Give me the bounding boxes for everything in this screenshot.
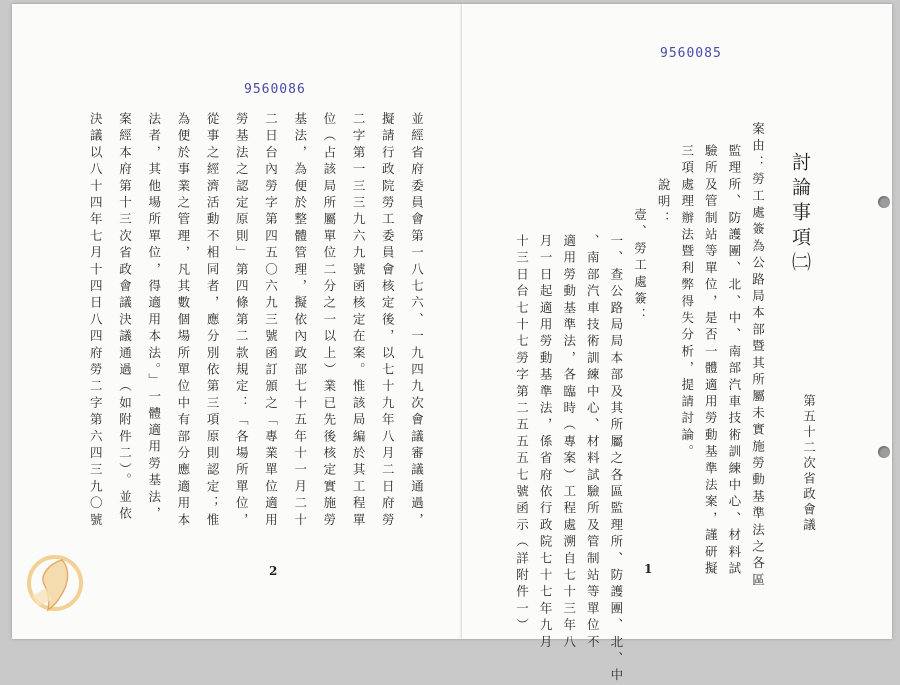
left-page-line: 基法，為便於整體管理，擬依內政部七十五年十一月二十	[292, 112, 308, 530]
right-page-line: 監理所、防護團、北、中、南部汽車技術訓練中心、材料試	[726, 144, 742, 579]
page-number-left: 2	[269, 564, 278, 578]
left-page	[12, 4, 462, 639]
right-page-line: 驗所及管制站等單位，是否一體適用勞動基準法案，謹研擬	[703, 144, 719, 579]
doc-number-left: 9560086	[244, 82, 306, 97]
section-title: 討論事項㈡	[789, 152, 811, 277]
right-page-line: 月一日起適用勞動基準法，係省府依行政院七十七年九月	[538, 234, 554, 652]
right-page-line: 適用勞動基準法，各臨時（專案）工程處溯自七十三年八	[561, 234, 577, 652]
right-page-line: 、南部汽車技術訓練中心、材料試驗所及管制站等單位不	[585, 234, 601, 652]
doc-number-right: 9560085	[660, 46, 722, 61]
right-page-line: 十三日台七十七勞字第二五五五七號函示（詳附件一）	[514, 234, 530, 635]
left-page-line: 案經本府第十三次省政會議決議通過（如附件二）。並依	[117, 112, 133, 524]
left-page-line: 勞基法之認定原則」第四條第二款規定：「各場所單位，	[234, 112, 250, 530]
right-page-line: 一、查公路局局本部及其所屬之各區監理所、防護團、北、中	[608, 234, 624, 685]
left-page-line: 擬請行政院勞工委員會核定後，以七十九年八月二日府勞	[380, 112, 396, 530]
right-page-line: 說明：	[656, 178, 672, 229]
meeting-label: 第五十二次省政會議	[801, 394, 817, 534]
right-page-line: 三項處理辦法暨利弊得失分析，提請討論。	[679, 144, 695, 462]
page-number-right: 1	[644, 562, 653, 576]
taiwan-archive-logo-icon	[24, 552, 86, 614]
right-page-line: 壹、勞工處簽：	[632, 208, 648, 325]
left-page-line: 位（占該局所屬單位二分之一以上）業已先後核定實施勞	[321, 112, 337, 530]
left-page-line: 法者，其他場所單位，得適用本法。」一體適用勞基法，	[146, 112, 162, 524]
left-page-line: 從事之經濟活動不相同者，應分別依第三項原則認定；惟	[205, 112, 221, 530]
left-page-line: 二日台內勞字第四五〇六九三號函訂頒之「專業單位適用	[263, 112, 279, 530]
right-page	[462, 4, 892, 685]
punch-hole-bottom	[878, 446, 890, 458]
right-page-line: 案由：勞工處簽為公路局本部暨其所屬未實施勞動基準法之各區	[750, 122, 766, 590]
left-page-line: 為便於事業之管理，凡其數個場所單位中有部分應適用本	[175, 112, 191, 530]
left-page-line: 決議以八十四年七月十四日八四府勞二字第六四三九〇號	[88, 112, 104, 530]
left-page-line: 並經省府委員會第一八七六、一九四九次會議審議通過，	[409, 112, 425, 530]
left-page-line: 二字第一三三九六九號函核定在案。惟該局編於其工程單	[351, 112, 367, 530]
punch-hole-top	[878, 196, 890, 208]
